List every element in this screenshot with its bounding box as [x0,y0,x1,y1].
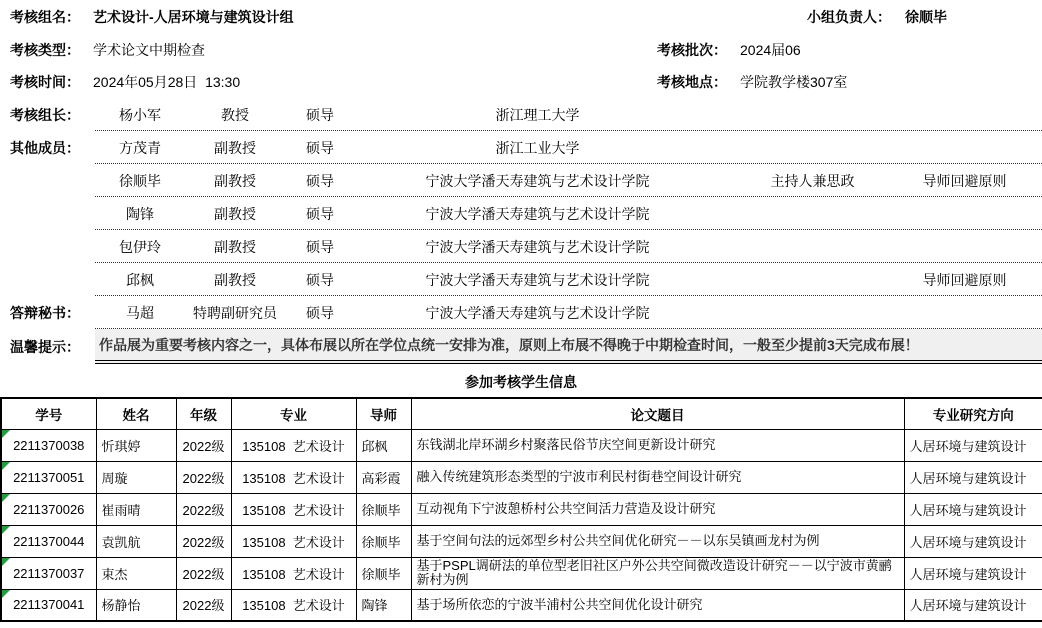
assessment-type-label: 考核类型： [10,41,80,58]
notice-row [0,329,1042,364]
batch-label: 考核批次： [657,41,727,58]
cell-flag-icon [2,590,10,598]
student-thesis-title: 融入传统建筑形态类型的宁波市利民村街巷空间设计研究 [411,461,904,493]
student-grade: 2022级 [176,525,231,557]
committee-row-label: 考核组长： [10,106,80,123]
student-thesis-title: 基于PSPL调研法的单位型老旧社区户外公共空间微改造设计研究－－以宁波市黄鹂新村为例 [411,557,904,589]
committee-row-secretary [0,296,1042,329]
student-major: 135108 艺术设计 [231,525,356,557]
student-research-direction: 人居环境与建筑设计 [904,429,1042,461]
student-thesis-title: 互动视角下宁波憩桥村公共空间活力营造及设计研究 [411,493,904,525]
col-header-research-direction: 专业研究方向 [904,398,1042,429]
member-title: 特聘副研究员 [193,304,277,321]
cell-flag-icon [2,462,10,470]
student-advisor: 邱枫 [356,429,411,461]
student-advisor: 陶锋 [356,589,411,621]
student-major: 135108 艺术设计 [231,589,356,621]
assessment-time-value: 2024年05月28日 13:30 [93,73,241,90]
student-row [1,461,1042,493]
notice-text: 作品展为重要考核内容之一，具体布展以所在学位点统一安排为准，原则上布展不得晚于中期检查时间，一般至少提前3天完成布展！ [95,329,1042,364]
student-research-direction: 人居环境与建筑设计 [904,589,1042,621]
student-name: 周璇 [96,461,176,493]
row-assessment-type [0,34,1042,65]
assessment-time-label: 考核时间： [10,73,80,90]
member-name: 杨小军 [119,106,161,123]
student-major: 135108 艺术设计 [231,557,356,589]
student-id-cell [1,429,96,461]
member-note: 导师回避原则 [922,172,1007,189]
student-thesis-title: 东钱湖北岸环湖乡村聚落民俗节庆空间更新设计研究 [411,429,904,461]
student-row [1,429,1042,461]
committee-row-member [0,131,1042,164]
member-title: 副教授 [214,238,256,255]
student-id-cell [1,493,96,525]
group-name-value: 艺术设计-人居环境与建筑设计组 [93,9,294,25]
member-mentor-type: 硕导 [306,271,334,288]
member-mentor-type: 硕导 [306,106,334,123]
student-row [1,493,1042,525]
student-id-cell [1,589,96,621]
student-id: 2211370041 [13,597,85,613]
student-advisor: 徐顺毕 [356,525,411,557]
member-affiliation: 宁波大学潘天寿建筑与艺术设计学院 [425,205,650,222]
student-id: 2211370051 [13,469,85,485]
student-id-cell [1,461,96,493]
committee-row-label: 其他成员： [10,139,80,156]
student-thesis-title: 基于场所依恋的宁波半浦村公共空间优化设计研究 [411,589,904,621]
member-mentor-type: 硕导 [306,172,334,189]
student-name: 束杰 [96,557,176,589]
col-header-name: 姓名 [96,398,176,429]
student-grade: 2022级 [176,461,231,493]
student-id: 2211370026 [13,501,85,517]
student-research-direction: 人居环境与建筑设计 [904,461,1042,493]
assessment-type-value: 学术论文中期检查 [93,41,205,58]
student-advisor: 徐顺毕 [356,557,411,589]
member-title: 副教授 [214,205,256,222]
member-role: 主持人兼思政 [770,172,855,189]
committee-row-member [0,230,1042,263]
students-table [0,397,1042,622]
group-name-label: 考核组名： [10,9,80,25]
student-name: 袁凯航 [96,525,176,557]
student-grade: 2022级 [176,429,231,461]
committee-row-chair [0,98,1042,131]
col-header-major: 专业 [231,398,356,429]
member-mentor-type: 硕导 [306,205,334,222]
leader-value: 徐顺毕 [905,9,947,25]
student-row [1,589,1042,621]
committee-row-member [0,197,1042,230]
member-name: 邱枫 [126,271,154,288]
member-affiliation: 浙江理工大学 [495,106,580,123]
member-title: 副教授 [214,172,256,189]
student-major: 135108 艺术设计 [231,461,356,493]
students-header-row [1,398,1042,429]
location-label: 考核地点： [657,73,727,90]
col-header-advisor: 导师 [356,398,411,429]
member-affiliation: 宁波大学潘天寿建筑与艺术设计学院 [425,238,650,255]
member-affiliation: 宁波大学潘天寿建筑与艺术设计学院 [425,172,650,189]
batch-value: 2024届06 [740,41,801,58]
student-grade: 2022级 [176,493,231,525]
cell-flag-icon [2,430,10,438]
committee-row-member [0,263,1042,296]
location-value: 学院教学楼307室 [740,73,848,90]
member-mentor-type: 硕导 [306,304,334,321]
member-affiliation: 宁波大学潘天寿建筑与艺术设计学院 [425,271,650,288]
dotted-separator [95,328,1042,329]
student-id-cell [1,525,96,557]
student-id-cell [1,557,96,589]
student-id: 2211370038 [13,437,85,453]
committee-row-label: 答辩秘书： [10,304,80,321]
student-row [1,557,1042,589]
student-research-direction: 人居环境与建筑设计 [904,493,1042,525]
cell-flag-icon [2,526,10,534]
member-mentor-type: 硕导 [306,238,334,255]
member-affiliation: 浙江工业大学 [495,139,580,156]
notice-label: 温馨提示： [10,338,80,355]
student-name: 杨静怡 [96,589,176,621]
student-research-direction: 人居环境与建筑设计 [904,525,1042,557]
member-title: 副教授 [214,139,256,156]
cell-flag-icon [2,494,10,502]
student-grade: 2022级 [176,557,231,589]
member-name: 马超 [126,304,154,321]
student-advisor: 徐顺毕 [356,493,411,525]
student-row [1,525,1042,557]
leader-label: 小组负责人： [807,9,891,25]
students-table-title: 参加考核学生信息 [465,374,577,390]
col-header-thesis-title: 论文题目 [411,398,904,429]
student-id: 2211370044 [13,533,85,549]
student-major: 135108 艺术设计 [231,429,356,461]
member-name: 徐顺毕 [119,172,161,189]
member-title: 教授 [221,106,249,123]
member-name: 包伊玲 [119,238,161,255]
student-advisor: 高彩霞 [356,461,411,493]
student-name: 忻琪婷 [96,429,176,461]
member-title: 副教授 [214,271,256,288]
member-name: 陶锋 [126,205,154,222]
student-name: 崔雨晴 [96,493,176,525]
cell-flag-icon [2,558,10,566]
student-major: 135108 艺术设计 [231,493,356,525]
col-header-student-id: 学号 [1,398,96,429]
col-header-grade: 年级 [176,398,231,429]
student-thesis-title: 基于空间句法的远郊型乡村公共空间优化研究－－以东吴镇画龙村为例 [411,525,904,557]
member-name: 方茂青 [119,139,161,156]
member-mentor-type: 硕导 [306,139,334,156]
member-affiliation: 宁波大学潘天寿建筑与艺术设计学院 [425,304,650,321]
student-research-direction: 人居环境与建筑设计 [904,557,1042,589]
student-id: 2211370037 [13,565,85,581]
member-note: 导师回避原则 [922,271,1007,288]
committee-row-member [0,164,1042,197]
row-group-name [0,0,1042,34]
row-assessment-time [0,65,1042,98]
student-grade: 2022级 [176,589,231,621]
